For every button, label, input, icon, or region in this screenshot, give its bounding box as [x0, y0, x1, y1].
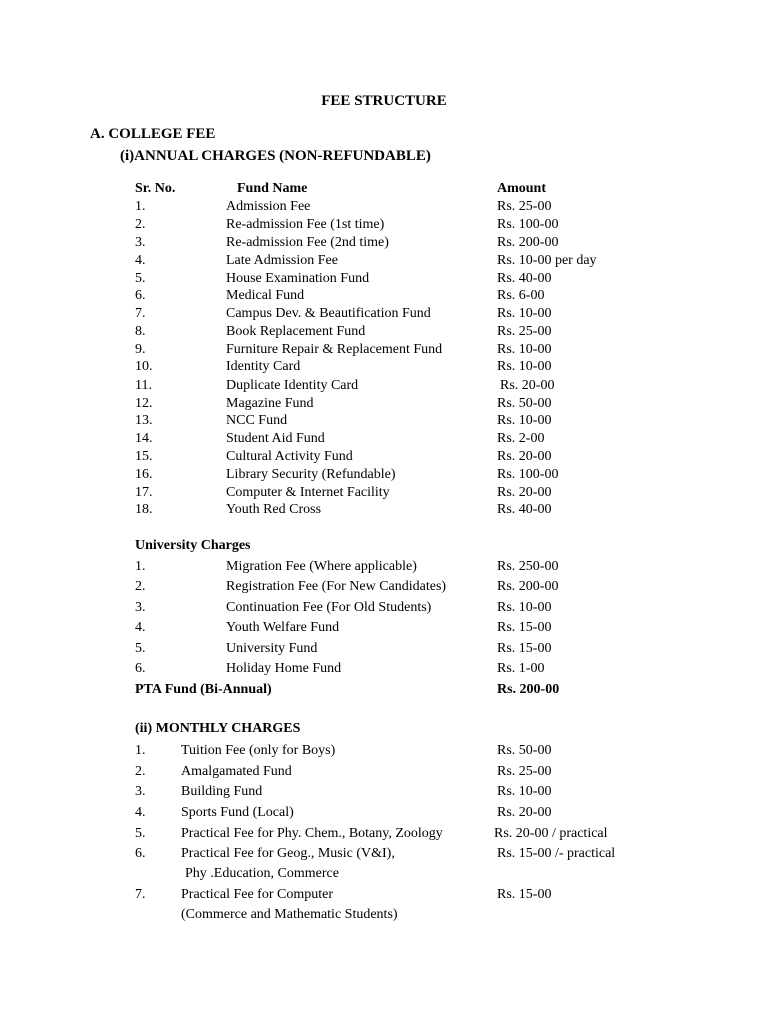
row-amount: Rs. 6-00	[497, 288, 545, 303]
row-sr-no: 14.	[135, 431, 153, 446]
row-sr-no: 8.	[135, 324, 146, 339]
row-sr-no: 3.	[135, 784, 146, 799]
row-fund-name-continued: (Commerce and Mathematic Students)	[181, 907, 398, 922]
row-amount: Rs. 10-00	[497, 306, 552, 321]
row-amount: Rs. 15-00 /- practical	[497, 846, 616, 861]
row-sr-no: 1.	[135, 743, 146, 758]
row-sr-no: 6.	[135, 661, 146, 676]
row-sr-no: 3.	[135, 600, 146, 615]
row-sr-no: 11.	[135, 378, 152, 393]
row-amount: Rs. 10-00	[497, 359, 552, 374]
row-fund-name: Medical Fund	[226, 288, 305, 303]
row-amount: Rs. 200-00	[497, 579, 559, 594]
row-amount: Rs. 15-00	[497, 620, 552, 635]
row-fund-name: House Examination Fund	[226, 271, 370, 286]
pta-fund-label: PTA Fund (Bi-Annual)	[135, 682, 272, 697]
row-fund-name: Amalgamated Fund	[181, 764, 292, 779]
row-amount: Rs. 15-00	[497, 641, 552, 656]
row-fund-name: Duplicate Identity Card	[226, 378, 359, 393]
row-fund-name: Student Aid Fund	[226, 431, 325, 446]
page-title: FEE STRUCTURE	[321, 93, 447, 109]
row-amount: Rs. 20-00	[497, 805, 552, 820]
row-fund-name: Continuation Fee (For Old Students)	[226, 600, 432, 615]
row-amount: Rs. 10-00	[497, 413, 552, 428]
row-sr-no: 4.	[135, 620, 146, 635]
row-sr-no: 5.	[135, 826, 146, 841]
row-fund-name: Youth Red Cross	[226, 502, 322, 517]
row-fund-name: Re-admission Fee (2nd time)	[226, 235, 389, 250]
row-fund-name-continued: Phy .Education, Commerce	[185, 866, 339, 881]
row-sr-no: 1.	[135, 559, 146, 574]
row-fund-name: Campus Dev. & Beautification Fund	[226, 306, 431, 321]
row-fund-name: NCC Fund	[226, 413, 288, 428]
row-sr-no: 6.	[135, 846, 146, 861]
row-sr-no: 3.	[135, 235, 146, 250]
row-amount: Rs. 25-00	[497, 324, 552, 339]
row-amount: Rs. 20-00	[497, 485, 552, 500]
row-sr-no: 7.	[135, 887, 146, 902]
row-sr-no: 2.	[135, 579, 146, 594]
pta-fund-amount: Rs. 200-00	[497, 682, 560, 697]
row-fund-name: Sports Fund (Local)	[181, 805, 294, 820]
row-sr-no: 1.	[135, 199, 146, 214]
row-fund-name: Re-admission Fee (1st time)	[226, 217, 385, 232]
row-amount: Rs. 20-00 / practical	[494, 826, 608, 841]
row-fund-name: Magazine Fund	[226, 396, 314, 411]
row-amount: Rs. 10-00 per day	[497, 253, 597, 268]
row-amount: Rs. 50-00	[497, 396, 552, 411]
row-amount: Rs. 40-00	[497, 271, 552, 286]
row-amount: Rs. 25-00	[497, 764, 552, 779]
row-amount: Rs. 40-00	[497, 502, 552, 517]
row-amount: Rs. 10-00	[497, 600, 552, 615]
row-sr-no: 4.	[135, 253, 146, 268]
row-amount: Rs. 2-00	[497, 431, 545, 446]
row-fund-name: Holiday Home Fund	[226, 661, 342, 676]
row-amount: Rs. 20-00	[497, 449, 552, 464]
row-amount: Rs. 10-00	[497, 784, 552, 799]
row-fund-name: University Fund	[226, 641, 318, 656]
column-header-sr-no: Sr. No.	[135, 181, 176, 196]
row-fund-name: Practical Fee for Computer	[181, 887, 334, 902]
row-fund-name: Youth Welfare Fund	[226, 620, 340, 635]
row-fund-name: Library Security (Refundable)	[226, 467, 396, 482]
column-header-amount: Amount	[497, 181, 547, 196]
row-fund-name: Practical Fee for Phy. Chem., Botany, Zoology	[181, 826, 443, 841]
row-amount: Rs. 1-00	[497, 661, 545, 676]
row-amount: Rs. 15-00	[497, 887, 552, 902]
annual-charges-heading: (i)ANNUAL CHARGES (NON-REFUNDABLE)	[120, 148, 431, 164]
row-sr-no: 5.	[135, 271, 146, 286]
row-fund-name: Computer & Internet Facility	[226, 485, 390, 500]
row-fund-name: Furniture Repair & Replacement Fund	[226, 342, 443, 357]
row-amount: Rs. 100-00	[497, 467, 559, 482]
row-fund-name: Identity Card	[226, 359, 301, 374]
row-sr-no: 4.	[135, 805, 146, 820]
row-fund-name: Admission Fee	[226, 199, 311, 214]
row-sr-no: 18.	[135, 502, 153, 517]
university-charges-heading: University Charges	[135, 538, 251, 553]
section-a-heading: A. COLLEGE FEE	[90, 126, 216, 142]
row-fund-name: Late Admission Fee	[226, 253, 338, 268]
row-sr-no: 12.	[135, 396, 153, 411]
row-sr-no: 13.	[135, 413, 153, 428]
row-sr-no: 15.	[135, 449, 153, 464]
row-sr-no: 2.	[135, 764, 146, 779]
row-fund-name: Practical Fee for Geog., Music (V&I),	[181, 846, 395, 861]
row-fund-name: Building Fund	[181, 784, 263, 799]
row-sr-no: 9.	[135, 342, 146, 357]
row-sr-no: 2.	[135, 217, 146, 232]
row-sr-no: 7.	[135, 306, 146, 321]
row-fund-name: Tuition Fee (only for Boys)	[181, 743, 336, 758]
row-fund-name: Cultural Activity Fund	[226, 449, 353, 464]
column-header-fund-name: Fund Name	[237, 181, 308, 196]
row-sr-no: 16.	[135, 467, 153, 482]
row-amount: Rs. 50-00	[497, 743, 552, 758]
row-fund-name: Migration Fee (Where applicable)	[226, 559, 417, 574]
row-fund-name: Registration Fee (For New Candidates)	[226, 579, 447, 594]
monthly-charges-heading: (ii) MONTHLY CHARGES	[135, 721, 301, 736]
row-sr-no: 5.	[135, 641, 146, 656]
row-amount: Rs. 250-00	[497, 559, 559, 574]
row-amount: Rs. 25-00	[497, 199, 552, 214]
row-sr-no: 17.	[135, 485, 153, 500]
row-amount: Rs. 20-00	[500, 378, 555, 393]
row-fund-name: Book Replacement Fund	[226, 324, 366, 339]
row-sr-no: 10.	[135, 359, 153, 374]
row-amount: Rs. 10-00	[497, 342, 552, 357]
row-sr-no: 6.	[135, 288, 146, 303]
row-amount: Rs. 100-00	[497, 217, 559, 232]
row-amount: Rs. 200-00	[497, 235, 559, 250]
